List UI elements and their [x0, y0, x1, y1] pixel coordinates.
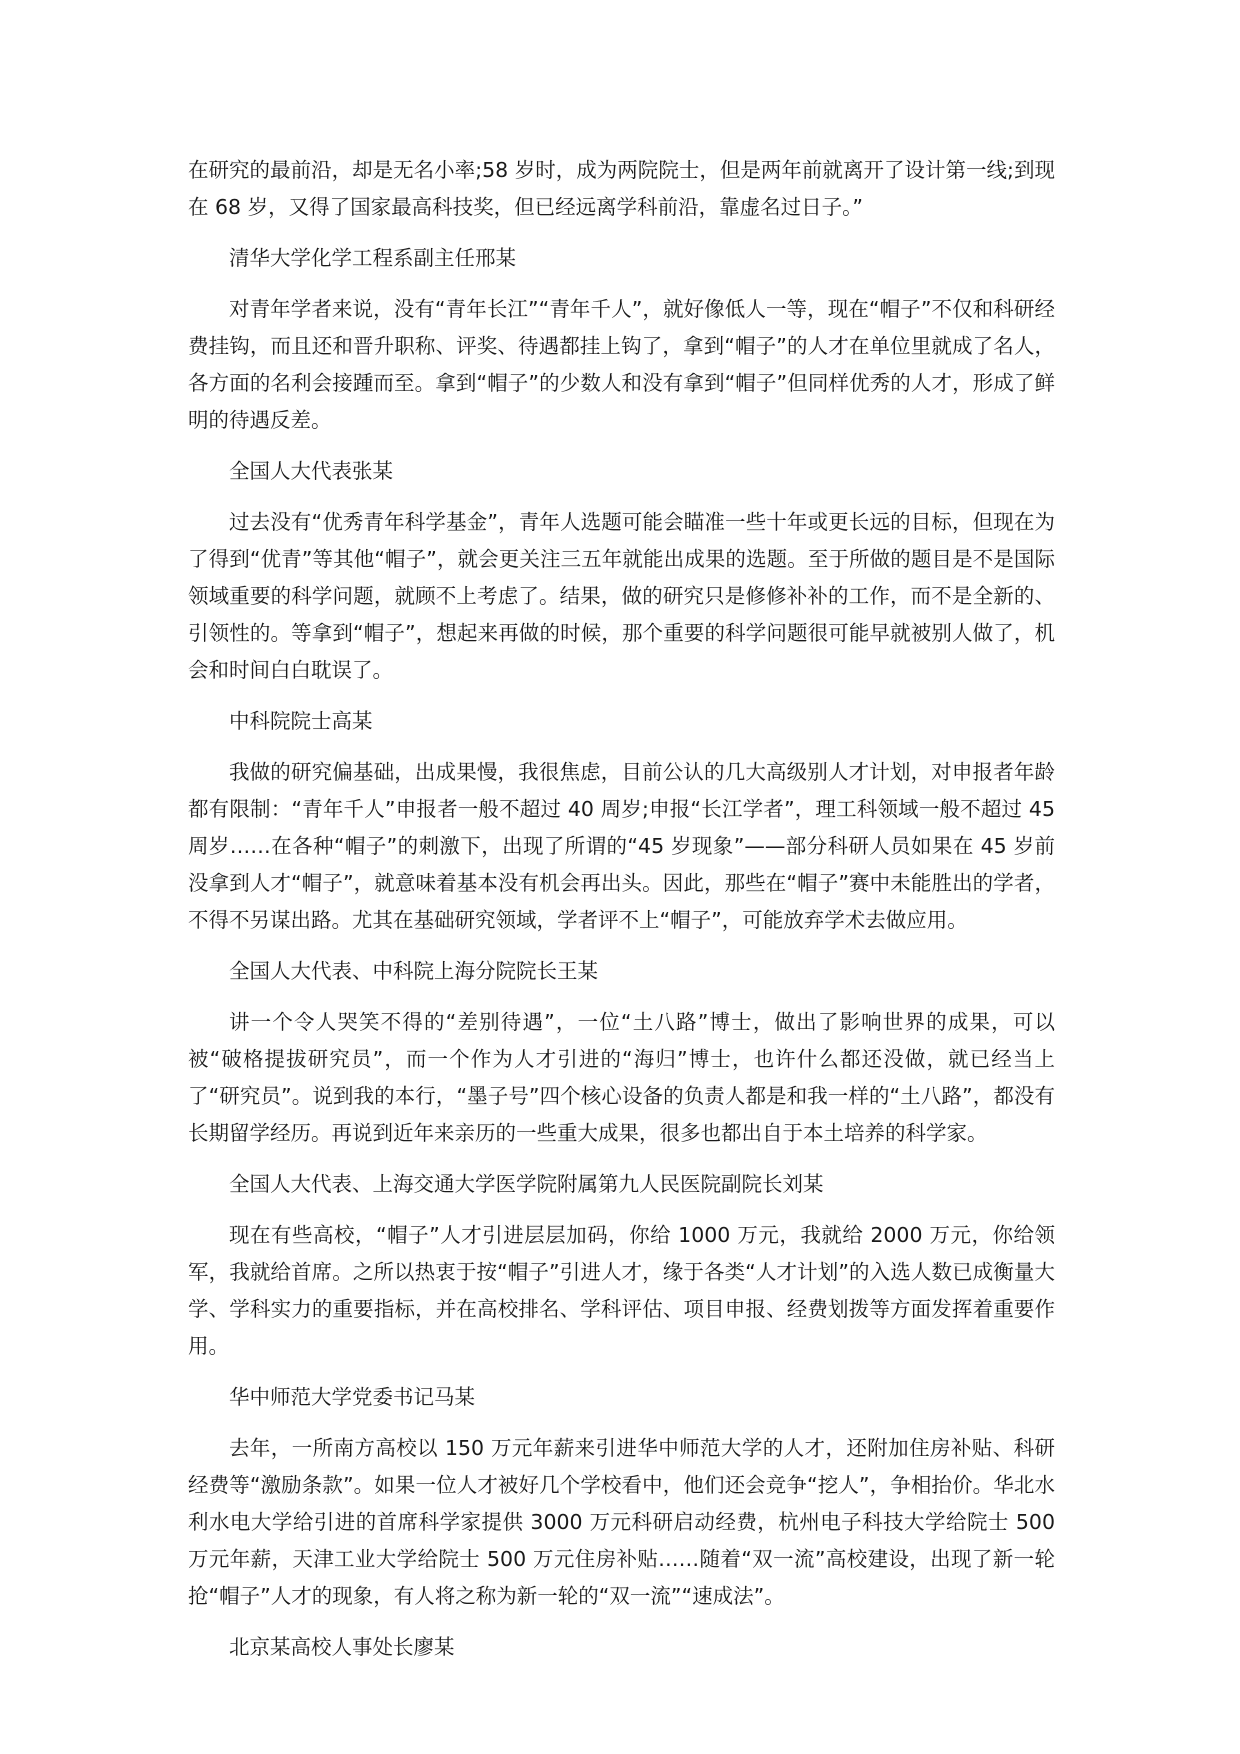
- paragraph-5: 讲一个令人哭笑不得的“差别待遇”，一位“土八路”博士，做出了影响世界的成果，可以被“破格提拔研究员”，而一个作为人才引进的“海归”博士，也许什么都还没做，就已经当上了“研究员”。说到我的本行，“墨子号”四个核心设备的负责人都是和我一样的“土八路”，都没有长期留学经历。再说到近年来亲历的一些重大成果，很多也都出自于本土培养的科学家。: [188, 1010, 1055, 1145]
- paragraph-6: 现在有些高校，“帽子”人才引进层层加码，你给 1000 万元，我就给 2000 万元，你给领军，我就给首席。之所以热衷于按“帽子”引进人才，缘于各类“人才计划”的入选人数已成衡量大学、学科实力的重要指标，并在高校排名、学科评估、项目申报、经费划拨等方面发挥着重要作用。: [188, 1223, 1055, 1358]
- paragraph-3: 过去没有“优秀青年科学基金”，青年人选题可能会瞄准一些十年或更长远的目标，但现在为了得到“优青”等其他“帽子”，就会更关注三五年就能出成果的选题。至于所做的题目是不是国际领域重要的科学问题，就顾不上考虑了。结果，做的研究只是修修补补的工作，而不是全新的、引领性的。等拿到“帽子”，想起来再做的时候，那个重要的科学问题很可能早就被别人做了，机会和时间白白耽误了。: [188, 510, 1055, 682]
- speaker-attribution-3: 中科院院士高某: [229, 709, 373, 733]
- speaker-attribution-7: 北京某高校人事处长廖某: [229, 1635, 455, 1659]
- speaker-attribution-6: 华中师范大学党委书记马某: [229, 1385, 475, 1409]
- paragraph-2: 对青年学者来说，没有“青年长江”“青年千人”，就好像低人一等，现在“帽子”不仅和科研经费挂钩，而且还和晋升职称、评奖、待遇都挂上钩了，拿到“帽子”的人才在单位里就成了名人，各方面的名利会接踵而至。拿到“帽子”的少数人和没有拿到“帽子”但同样优秀的人才，形成了鲜明的待遇反差。: [188, 297, 1055, 432]
- paragraph-7: 去年，一所南方高校以 150 万元年薪来引进华中师范大学的人才，还附加住房补贴、科研经费等“激励条款”。如果一位人才被好几个学校看中，他们还会竞争“挖人”，争相抬价。华北水利水电大学给引进的首席科学家提供 3000 万元科研启动经费，杭州电子科技大学给院士 500 万元年薪，天津工业大学给院士 500 万元住房补贴……随着“双一流”高校建设，出现了新一轮抢“帽子”人才的现象，有人将之称为新一轮的“双一流”“速成法”。: [188, 1436, 1055, 1608]
- speaker-attribution-5: 全国人大代表、上海交通大学医学院附属第九人民医院副院长刘某: [229, 1172, 824, 1196]
- speaker-attribution-1: 清华大学化学工程系副主任邢某: [229, 246, 516, 270]
- document-page: [188, 152, 1055, 1680]
- speaker-attribution-2: 全国人大代表张某: [229, 459, 393, 483]
- speaker-attribution-4: 全国人大代表、中科院上海分院院长王某: [229, 959, 598, 983]
- paragraph-1: 在研究的最前沿，却是无名小率;58 岁时，成为两院院士，但是两年前就离开了设计第一线;到现在 68 岁，又得了国家最高科技奖，但已经远离学科前沿，靠虚名过日子。”: [188, 158, 1055, 219]
- paragraph-4: 我做的研究偏基础，出成果慢，我很焦虑，目前公认的几大高级别人才计划，对申报者年龄都有限制：“青年千人”申报者一般不超过 40 周岁;申报“长江学者”，理工科领域一般不超过 45 周岁……在各种“帽子”的刺激下，出现了所谓的“45 岁现象”——部分科研人员如果在 45 岁前没拿到人才“帽子”，就意味着基本没有机会再出头。因此，那些在“帽子”赛中未能胜出的学者，不得不另谋出路。尤其在基础研究领域，学者评不上“帽子”，可能放弃学术去做应用。: [188, 760, 1055, 932]
